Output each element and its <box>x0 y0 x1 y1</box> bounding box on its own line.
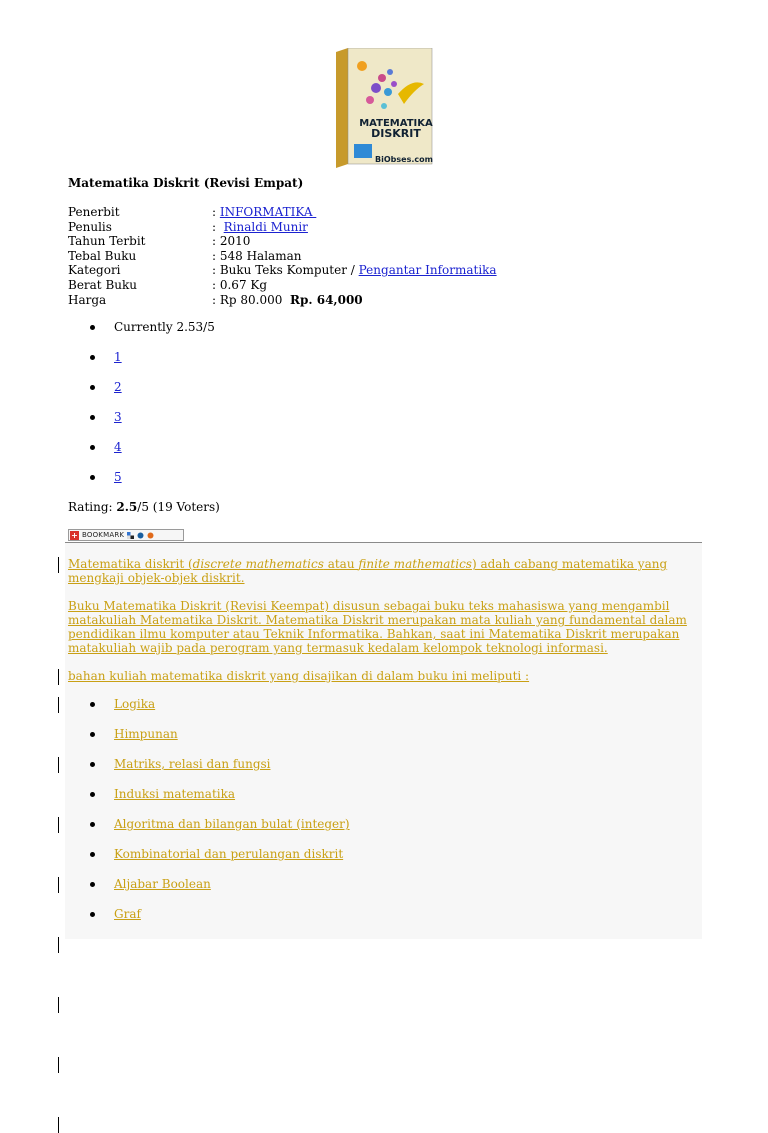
detail-separator: : <box>212 248 220 263</box>
plus-icon: + <box>71 530 78 540</box>
topic-link[interactable]: Matriks, relasi dan fungsi <box>114 757 271 771</box>
cover-title-line2: DISKRIT <box>371 127 421 140</box>
bullet-icon <box>90 702 95 707</box>
detail-value <box>212 234 497 249</box>
detail-value <box>212 278 497 293</box>
edit-cursor <box>58 1117 59 1133</box>
detail-separator: : <box>212 219 224 234</box>
detail-row <box>68 278 497 293</box>
bullet-icon <box>90 732 95 737</box>
description-paragraph-2[interactable] <box>68 599 688 655</box>
topic-link[interactable]: Himpunan <box>114 727 178 741</box>
description-link-2[interactable]: Buku Matematika Diskrit (Revisi Keempat) disusun sebagai buku teks mahasiswa yang mengambil matakuliah Matematika Diskrit. Matematika Diskrit merupakan mata kuliah yang fundamental dalam pendidikan ilmu komputer atau Teknik Informatika. Bahkan, saat ini Matematika Diskrit merupakan matakuliah wajib pada perogram yang termasuk kedalam kelompok teknologi informasi. <box>68 599 687 655</box>
edit-cursor <box>58 669 59 685</box>
bullet-icon <box>90 355 95 360</box>
rating-prefix: Rating: <box>68 500 117 514</box>
detail-row <box>68 220 497 235</box>
detail-value <box>212 249 497 264</box>
edit-cursor <box>58 937 59 953</box>
detail-text: Buku Teks Komputer / <box>219 263 359 278</box>
topics-intro-link[interactable]: bahan kuliah matematika diskrit yang disajikan di dalam buku ini meliputi : <box>68 669 530 683</box>
cover-title-line1: MATEMATIKA <box>359 118 433 129</box>
detail-label: Harga <box>68 292 107 307</box>
detail-link[interactable]: INFORMATIKA <box>219 205 317 219</box>
detail-separator: : <box>212 234 220 249</box>
rating-option-link[interactable]: 3 <box>114 410 122 424</box>
bullet-icon <box>90 445 95 450</box>
bullet-icon <box>90 792 95 797</box>
detail-text: Rp 80.000 <box>219 292 291 307</box>
bullet-icon <box>90 822 95 827</box>
delicious-icon <box>127 532 134 539</box>
rating-option-link[interactable]: 5 <box>114 470 122 484</box>
bookmark-label: BOOKMARK <box>82 531 125 539</box>
description-link-1[interactable]: Matematika diskrit (discrete mathematics atau finite mathematics) adah cabang matematika yang mengkaji objek-objek diskrit. <box>68 557 668 585</box>
detail-text: 0.67 Kg <box>219 277 268 292</box>
detail-separator: : <box>212 292 220 307</box>
bullet-icon <box>90 852 95 857</box>
detail-value <box>212 220 497 235</box>
edit-cursor <box>58 997 59 1013</box>
detail-row <box>68 263 497 278</box>
topics-intro[interactable] <box>68 669 688 683</box>
detail-separator: : <box>212 277 220 292</box>
topic-link[interactable]: Graf <box>114 907 141 921</box>
bullet-icon <box>90 325 95 330</box>
edit-cursor <box>58 817 59 833</box>
detail-row <box>68 205 497 220</box>
edit-cursor <box>58 757 59 773</box>
topic-link[interactable]: Logika <box>114 697 156 711</box>
book-details-table <box>68 205 497 307</box>
detail-value <box>212 205 497 220</box>
detail-label: Penulis <box>68 219 112 234</box>
topic-link[interactable]: Kombinatorial dan perulangan diskrit <box>114 847 344 861</box>
bullet-icon <box>90 415 95 420</box>
detail-text: 548 Halaman <box>219 248 302 263</box>
cover-brand: BiObses.com <box>375 155 433 164</box>
stumble-icon <box>147 532 154 539</box>
topic-link[interactable]: Aljabar Boolean <box>114 877 211 891</box>
detail-text: 2010 <box>219 234 251 249</box>
detail-link[interactable]: Rinaldi Munir <box>223 219 308 234</box>
detail-separator: : <box>212 205 220 219</box>
description-paragraph-1[interactable] <box>68 557 668 585</box>
edit-cursor <box>58 1057 59 1073</box>
digg-icon <box>137 532 144 539</box>
bullet-icon <box>90 475 95 480</box>
detail-value <box>212 263 497 278</box>
book-cover-image <box>334 48 434 168</box>
bullet-icon <box>90 882 95 887</box>
detail-link[interactable]: Pengantar Informatika <box>358 263 497 278</box>
topic-link[interactable]: Induksi matematika <box>114 787 236 801</box>
detail-label: Penerbit <box>68 205 120 219</box>
bullet-icon <box>90 385 95 390</box>
edit-cursor <box>58 557 59 573</box>
rating-summary <box>68 500 220 514</box>
detail-label: Berat Buku <box>68 277 137 292</box>
detail-row <box>68 234 497 249</box>
detail-value <box>212 293 497 308</box>
detail-label: Tahun Terbit <box>68 234 146 249</box>
bookmark-button[interactable] <box>68 529 184 541</box>
bullet-icon <box>90 912 95 917</box>
rating-suffix: /5 (19 Voters) <box>137 500 220 514</box>
detail-label: Tebal Buku <box>68 248 137 263</box>
rating-score: 2.5 <box>116 500 138 514</box>
detail-row <box>68 249 497 264</box>
detail-separator: : <box>212 263 220 278</box>
rating-option-link[interactable]: 4 <box>114 440 122 454</box>
discount-price: Rp. 64,000 <box>290 292 363 307</box>
edit-cursor <box>58 697 59 713</box>
topic-link[interactable]: Algoritma dan bilangan bulat (integer) <box>114 817 350 831</box>
edit-cursor <box>58 877 59 893</box>
rating-option-link[interactable]: 2 <box>114 380 122 394</box>
bullet-icon <box>90 762 95 767</box>
detail-row <box>68 293 497 308</box>
detail-label: Kategori <box>68 263 121 278</box>
book-title: Matematika Diskrit (Revisi Empat) <box>68 176 304 190</box>
rating-option-link[interactable]: 1 <box>114 350 122 364</box>
